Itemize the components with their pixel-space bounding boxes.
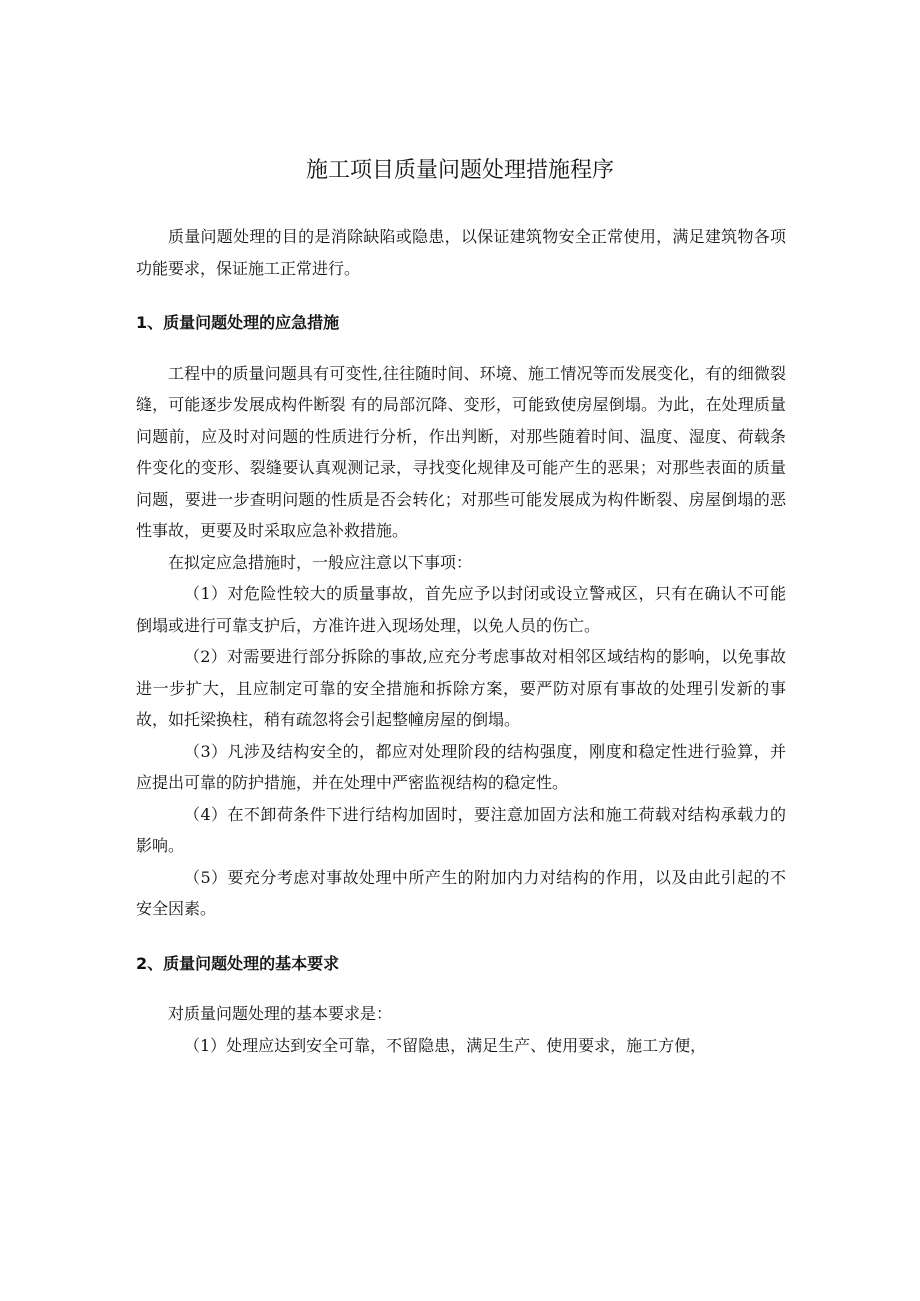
section1-paragraph-2: 在拟定应急措施时，一般应注意以下事项：: [168, 552, 473, 572]
section1-item-1: （1）对危险性较大的质量事故，首先应予以封闭或设立警戒区，只有在确认不可能倒塌或进行可靠支护后，方准许进入现场处理，以免人员的伤亡。: [136, 584, 786, 635]
section-heading-basic-requirements: 2、质量问题处理的基本要求: [136, 953, 340, 973]
document-body: [136, 221, 786, 1061]
document-title: 施工项目质量问题处理措施程序: [305, 158, 614, 183]
section2-item-1: （1）处理应达到安全可靠，不留隐患，满足生产、使用要求，施工方便，: [184, 1035, 707, 1055]
section2-paragraph-1: 对质量问题处理的基本要求是：: [168, 1004, 393, 1023]
section-heading-emergency-measures: 1、质量问题处理的应急措施: [136, 313, 340, 332]
intro-paragraph: 质量问题处理的目的是消除缺陷或隐患，以保证建筑物安全正常使用，满足建筑物各项功能要求，保证施工正常进行。: [136, 227, 786, 278]
section1-item-5: （5）要充分考虑对事故处理中所产生的附加内力对结构的作用，以及由此引起的不安全因素。: [136, 867, 786, 918]
section1-item-2: （2）对需要进行部分拆除的事故,应充分考虑事故对相邻区域结构的影响，以免事故进一步扩大，且应制定可靠的安全措施和拆除方案，要严防对原有事故的处理引发新的事故，如托梁换柱，稍有疏忽将会引起整幢房屋的倒塌。: [136, 647, 786, 729]
section1-item-3: （3）凡涉及结构安全的，都应对处理阶段的结构强度，刚度和稳定性进行验算，并应提出可靠的防护措施，并在处理中严密监视结构的稳定性。: [136, 741, 786, 792]
section1-item-4: （4）在不卸荷条件下进行结构加固时，要注意加固方法和施工荷载对结构承载力的影响。: [136, 804, 786, 855]
section1-paragraph-1: 工程中的质量问题具有可变性,往往随时间、环境、施工情况等而发展变化，有的细微裂缝，可能逐步发展成构件断裂 有的局部沉降、变形，可能致使房屋倒塌。为此，在处理质量问题前，应及时对问题的性质进行分析，作出判断，对那些随着时间、温度、湿度、荷载条件变化的变形、裂缝要认真观测记录，寻找变化规律及可能产生的恶果；对那些表面的质量问题，要进一步查明问题的性质是否会转化；对那些可能发展成为构件断裂、房屋倒塌的恶性事故，更要及时采取应急补救措施。: [136, 363, 786, 540]
